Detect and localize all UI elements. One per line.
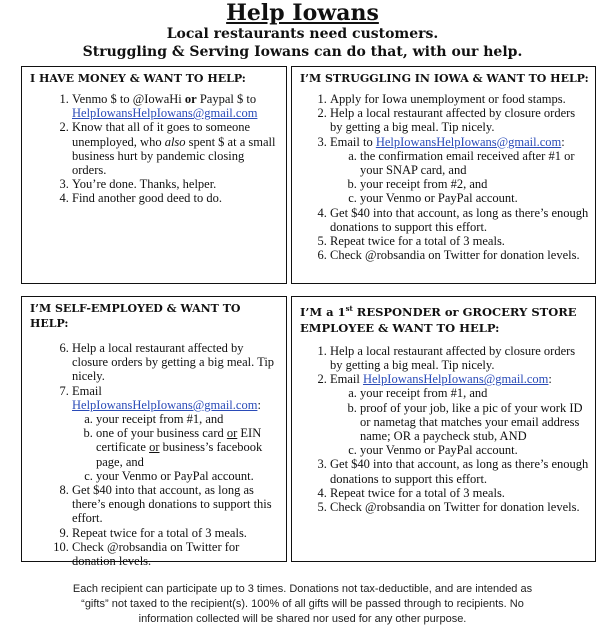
list-item: 4. Get $40 into that account, as long as there’s enough donations to support this effort. <box>330 206 589 234</box>
disclaimer-footer <box>10 582 595 627</box>
item-text: Email <box>330 372 363 387</box>
sub-list-item: a. the confirmation email received after #1 or your SNAP card, and <box>360 149 589 177</box>
list-item <box>72 92 280 120</box>
box-have-money <box>21 66 287 284</box>
list-item: 8. Get $40 into that account, as long as there’s enough donations to support this effort. <box>72 483 280 526</box>
steps-list <box>300 92 589 262</box>
sub-list-item: b. your receipt from #2, and <box>360 177 589 191</box>
item-text: one of your business card <box>96 426 227 441</box>
sub-list-item: c. your Venmo or PayPal account. <box>360 443 589 457</box>
item-text: Venmo $ to @IowaHi <box>72 92 185 106</box>
item-text: Paypal $ to <box>196 92 257 106</box>
item-text-underline: or <box>149 440 160 455</box>
list-item: 6. Check @robsandia on Twitter for donation levels. <box>330 248 589 262</box>
footer-line: information collected will be shared nor used for any other purpose. <box>138 613 467 625</box>
footer-line: Each recipient can participate up to 3 times. Donations not tax-deductible, and are intended as <box>72 583 533 595</box>
box-first-responder <box>291 296 596 562</box>
box-heading: I’M STRUGGLING IN IOWA & WANT TO HELP: <box>300 72 589 85</box>
item-text: Know that all of it goes to someone unemployed, who <box>72 120 251 149</box>
steps-list <box>30 341 280 568</box>
sub-list <box>330 386 589 457</box>
subtitle-line-2: Struggling & Serving Iowans can do that, with our help. <box>82 44 523 60</box>
sub-list <box>330 149 589 206</box>
list-item <box>72 120 280 177</box>
sub-list-item: a. your receipt from #1, and <box>96 412 280 426</box>
steps-list <box>300 344 589 514</box>
sub-list <box>72 412 280 483</box>
list-item <box>330 135 589 206</box>
item-text: EIN certificate <box>96 426 262 455</box>
box-heading: I HAVE MONEY & WANT TO HELP: <box>30 72 246 85</box>
heading-text: RESPONDER or GROCERY STORE EMPLOYEE & WANT TO HELP: <box>300 304 577 335</box>
sub-list-item <box>96 426 280 469</box>
subtitle-line-1: Local restaurants need customers. <box>166 26 439 42</box>
page-title: Help Iowans <box>226 0 379 26</box>
heading-text: I’M a 1 <box>300 304 346 319</box>
list-item: 1. Apply for Iowa unemployment or food stamps. <box>330 92 589 106</box>
box-heading <box>300 301 589 336</box>
item-text-bold: or <box>184 92 197 106</box>
box-self-employed <box>21 296 287 569</box>
item-text: Email <box>72 383 102 398</box>
list-item: 3. You’re done. Thanks, helper. <box>72 177 280 191</box>
email-link[interactable]: HelpIowansHelpIowans@gmail.com <box>375 134 562 149</box>
email-link[interactable]: HelpIowansHelpIowans@gmail.com <box>362 372 549 387</box>
list-item <box>330 372 589 457</box>
item-text: : <box>561 134 565 149</box>
list-item: 10. Check @robsandia on Twitter for donation levels. <box>72 540 280 568</box>
heading-superscript: st <box>345 304 353 313</box>
list-item: 4. Repeat twice for a total of 3 meals. <box>330 486 589 500</box>
email-link[interactable]: HelpIowansHelpIowans@gmail.com <box>72 397 258 412</box>
item-text-underline: or <box>226 426 238 441</box>
sub-list-item: b. proof of your job, like a pic of your work ID or nametag that matches your email address name; OR a paycheck stub, AND <box>360 401 589 444</box>
item-text: : <box>548 372 552 387</box>
sub-list-item: c. your Venmo or PayPal account. <box>96 469 280 483</box>
list-item: 6. Help a local restaurant affected by closure orders by getting a big meal. Tip nicely. <box>72 341 280 384</box>
item-text: business’s facebook page, and <box>96 440 263 469</box>
list-item: 4. Find another good deed to do. <box>72 191 280 205</box>
list-item: 2. Help a local restaurant affected by closure orders by getting a big meal. Tip nicely. <box>330 106 589 134</box>
box-struggling <box>291 66 596 284</box>
list-item: 5. Repeat twice for a total of 3 meals. <box>330 234 589 248</box>
email-link[interactable]: HelpIowansHelpIowans@gmail.com <box>72 106 258 121</box>
list-item: 3. Get $40 into that account, as long as there’s enough donations to support this effort. <box>330 457 589 485</box>
steps-list <box>30 92 280 206</box>
sub-list-item: a. your receipt from #1, and <box>360 386 589 400</box>
list-item: 9. Repeat twice for a total of 3 meals. <box>72 526 280 540</box>
item-text-italic: also <box>164 134 186 149</box>
footer-line: “gifts” not taxed to the recipient(s). 100% of all gifts will be passed through to recipients. No <box>81 598 524 610</box>
sub-list-item: c. your Venmo or PayPal account. <box>360 191 589 205</box>
list-item <box>72 384 280 483</box>
list-item: 5. Check @robsandia on Twitter for donation levels. <box>330 500 589 514</box>
list-item: 1. Help a local restaurant affected by closure orders by getting a big meal. Tip nicely. <box>330 344 589 372</box>
item-text: : <box>257 397 261 412</box>
box-heading: I’M SELF-EMPLOYED & WANT TO HELP: <box>30 302 241 330</box>
item-text: Email to <box>330 134 376 149</box>
item-text: spent $ at a small business hurt by pandemic closing orders. <box>72 134 276 178</box>
